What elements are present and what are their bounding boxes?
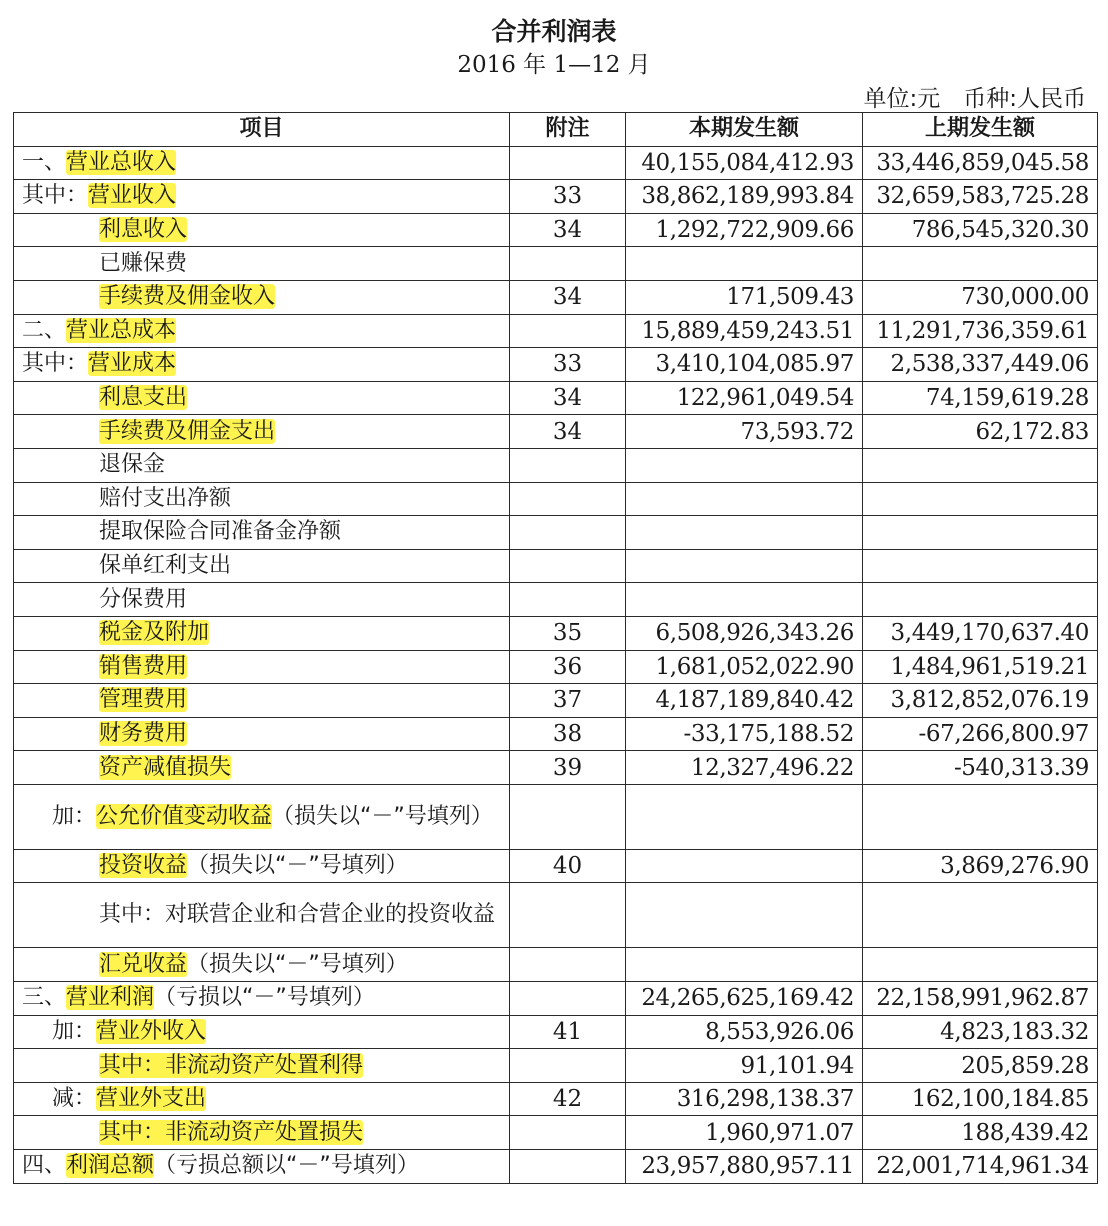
row-current-amount [626, 516, 863, 550]
table-row [14, 482, 1098, 516]
row-current-amount: 23,957,880,957.11 [626, 1150, 863, 1184]
row-note [510, 482, 626, 516]
table-row [14, 314, 1098, 348]
row-note [510, 948, 626, 982]
row-item-label [14, 1015, 510, 1049]
row-item-label [14, 247, 510, 281]
row-current-amount: 171,509.43 [626, 280, 863, 314]
row-highlighted-label: 利息支出 [99, 385, 188, 411]
table-row [14, 1116, 1098, 1150]
row-current-amount: 24,265,625,169.42 [626, 982, 863, 1016]
row-item-label [14, 982, 510, 1016]
row-suffix: 保单红利支出 [99, 553, 232, 579]
table-row [14, 1049, 1098, 1083]
row-prior-amount [863, 883, 1098, 948]
row-highlighted-label: 资产减值损失 [99, 754, 232, 780]
row-item-label [14, 948, 510, 982]
row-prior-amount: 4,823,183.32 [863, 1015, 1098, 1049]
statement-title: 合并利润表 [491, 17, 617, 46]
row-item-label [14, 1082, 510, 1116]
row-prefix: 三、 [22, 985, 67, 1011]
row-note: 40 [510, 849, 626, 883]
table-row [14, 448, 1098, 482]
row-item-label [14, 883, 510, 948]
row-note [510, 1116, 626, 1150]
row-current-amount [626, 784, 863, 849]
column-header-prior: 上期发生额 [863, 113, 1098, 147]
row-prior-amount [863, 482, 1098, 516]
currency-unit: 单位:元 币种:人民币 [863, 86, 1086, 112]
row-current-amount [626, 583, 863, 617]
table-row [14, 213, 1098, 247]
row-prior-amount: 730,000.00 [863, 280, 1098, 314]
row-item-label [14, 180, 510, 214]
table-row [14, 180, 1098, 214]
row-highlighted-label: 投资收益 [99, 853, 188, 879]
row-prior-amount: 3,812,852,076.19 [863, 684, 1098, 718]
row-prior-amount: 162,100,184.85 [863, 1082, 1098, 1116]
row-prefix: 一、 [22, 149, 67, 175]
row-suffix: 已赚保费 [99, 250, 188, 276]
table-row [14, 883, 1098, 948]
row-suffix: （损失以“－”号填列） [272, 803, 493, 829]
table-row [14, 1082, 1098, 1116]
row-prior-amount: 22,158,991,962.87 [863, 982, 1098, 1016]
row-item-label [14, 448, 510, 482]
table-row [14, 516, 1098, 550]
row-note [510, 549, 626, 583]
row-highlighted-label: 公允价值变动收益 [96, 803, 273, 829]
row-note: 34 [510, 415, 626, 449]
row-note [510, 784, 626, 849]
row-prior-amount [863, 247, 1098, 281]
row-prior-amount: 3,449,170,637.40 [863, 616, 1098, 650]
row-current-amount [626, 883, 863, 948]
row-prior-amount: 62,172.83 [863, 415, 1098, 449]
table-row [14, 146, 1098, 180]
row-prior-amount: 32,659,583,725.28 [863, 180, 1098, 214]
table-row [14, 616, 1098, 650]
row-prefix: 减： [52, 1086, 97, 1112]
row-highlighted-label: 手续费及佣金收入 [99, 284, 276, 310]
row-note: 34 [510, 213, 626, 247]
row-highlighted-label: 利息收入 [99, 217, 188, 243]
row-highlighted-label: 管理费用 [99, 687, 188, 713]
row-suffix: 赔付支出净额 [99, 485, 232, 511]
row-highlighted-label: 其中：非流动资产处置损失 [99, 1119, 364, 1145]
row-prior-amount [863, 516, 1098, 550]
row-prior-amount: 33,446,859,045.58 [863, 146, 1098, 180]
row-current-amount [626, 549, 863, 583]
row-highlighted-label: 营业外支出 [96, 1086, 207, 1112]
row-note: 35 [510, 616, 626, 650]
table-row [14, 849, 1098, 883]
row-suffix: 分保费用 [99, 586, 188, 612]
row-item-label [14, 650, 510, 684]
row-note: 34 [510, 280, 626, 314]
row-current-amount: 15,889,459,243.51 [626, 314, 863, 348]
row-highlighted-label: 销售费用 [99, 653, 188, 679]
row-item-label [14, 549, 510, 583]
row-highlighted-label: 财务费用 [99, 720, 188, 746]
table-row [14, 280, 1098, 314]
table-body [14, 146, 1098, 1183]
table-row [14, 247, 1098, 281]
row-highlighted-label: 税金及附加 [99, 620, 210, 646]
row-prior-amount: 1,484,961,519.21 [863, 650, 1098, 684]
row-current-amount [626, 948, 863, 982]
row-note [510, 1049, 626, 1083]
row-current-amount [626, 448, 863, 482]
row-prefix: 其中： [22, 183, 89, 209]
row-item-label [14, 381, 510, 415]
row-current-amount: 91,101.94 [626, 1049, 863, 1083]
row-current-amount: 38,862,189,993.84 [626, 180, 863, 214]
row-highlighted-label: 营业总收入 [66, 149, 177, 175]
row-highlighted-label: 营业成本 [88, 351, 177, 377]
income-statement-table [13, 112, 1098, 1184]
table-row [14, 415, 1098, 449]
table-row [14, 784, 1098, 849]
row-prior-amount [863, 448, 1098, 482]
row-note: 33 [510, 180, 626, 214]
row-note: 39 [510, 751, 626, 785]
row-note: 33 [510, 348, 626, 382]
row-suffix: （亏损总额以“－”号填列） [154, 1153, 419, 1179]
row-note [510, 982, 626, 1016]
row-prior-amount [863, 549, 1098, 583]
row-item-label [14, 348, 510, 382]
row-item-label [14, 784, 510, 849]
table-row [14, 1150, 1098, 1184]
table-row [14, 684, 1098, 718]
row-note: 37 [510, 684, 626, 718]
row-suffix: 提取保险合同准备金净额 [99, 519, 342, 545]
row-current-amount: 6,508,926,343.26 [626, 616, 863, 650]
row-prefix: 四、 [22, 1153, 67, 1179]
row-note: 36 [510, 650, 626, 684]
row-highlighted-label: 营业外收入 [96, 1018, 207, 1044]
row-prior-amount [863, 583, 1098, 617]
row-current-amount [626, 849, 863, 883]
row-current-amount: 122,961,049.54 [626, 381, 863, 415]
row-current-amount: 40,155,084,412.93 [626, 146, 863, 180]
row-item-label [14, 1150, 510, 1184]
row-prior-amount [863, 948, 1098, 982]
table-row [14, 717, 1098, 751]
row-note [510, 247, 626, 281]
row-prior-amount: 188,439.42 [863, 1116, 1098, 1150]
column-header-item: 项目 [14, 113, 510, 147]
row-suffix: （损失以“－”号填列） [187, 853, 408, 879]
row-prior-amount: 74,159,619.28 [863, 381, 1098, 415]
row-current-amount: 1,960,971.07 [626, 1116, 863, 1150]
row-suffix: 退保金 [99, 452, 166, 478]
row-item-label [14, 213, 510, 247]
row-prior-amount: 786,545,320.30 [863, 213, 1098, 247]
row-note [510, 1150, 626, 1184]
row-prior-amount: 22,001,714,961.34 [863, 1150, 1098, 1184]
row-prefix: 二、 [22, 317, 67, 343]
row-note [510, 583, 626, 617]
row-note: 34 [510, 381, 626, 415]
row-current-amount [626, 482, 863, 516]
row-current-amount: 316,298,138.37 [626, 1082, 863, 1116]
row-note: 42 [510, 1082, 626, 1116]
row-note: 38 [510, 717, 626, 751]
row-item-label [14, 583, 510, 617]
row-item-label [14, 849, 510, 883]
column-header-current: 本期发生额 [626, 113, 863, 147]
row-item-label [14, 616, 510, 650]
row-highlighted-label: 汇兑收益 [99, 951, 188, 977]
table-row [14, 982, 1098, 1016]
row-suffix: （亏损以“－”号填列） [154, 985, 375, 1011]
row-current-amount [626, 247, 863, 281]
row-note: 41 [510, 1015, 626, 1049]
row-item-label [14, 1116, 510, 1150]
row-highlighted-label: 其中：非流动资产处置利得 [99, 1052, 364, 1078]
row-item-label [14, 516, 510, 550]
row-item-label [14, 717, 510, 751]
table-row [14, 381, 1098, 415]
row-item-label [14, 751, 510, 785]
row-suffix: （损失以“－”号填列） [187, 951, 408, 977]
table-row [14, 751, 1098, 785]
row-highlighted-label: 营业利润 [66, 985, 155, 1011]
row-note [510, 448, 626, 482]
row-current-amount: 73,593.72 [626, 415, 863, 449]
row-prior-amount: -67,266,800.97 [863, 717, 1098, 751]
row-item-label [14, 314, 510, 348]
row-item-label [14, 146, 510, 180]
row-item-label [14, 1049, 510, 1083]
row-prefix: 加： [52, 803, 97, 829]
row-item-label [14, 415, 510, 449]
row-current-amount: 8,553,926.06 [626, 1015, 863, 1049]
row-current-amount: 4,187,189,840.42 [626, 684, 863, 718]
table-row [14, 549, 1098, 583]
row-note [510, 883, 626, 948]
row-current-amount: 1,681,052,022.90 [626, 650, 863, 684]
row-prior-amount: 2,538,337,449.06 [863, 348, 1098, 382]
statement-period: 2016 年 1—12 月 [457, 52, 651, 78]
row-note [510, 314, 626, 348]
row-suffix: 其中：对联营企业和合营企业的投资收益 [99, 902, 496, 928]
table-row [14, 348, 1098, 382]
row-highlighted-label: 营业总成本 [66, 317, 177, 343]
row-note [510, 516, 626, 550]
row-prior-amount: -540,313.39 [863, 751, 1098, 785]
table-row [14, 1015, 1098, 1049]
table-row [14, 948, 1098, 982]
row-prior-amount: 205,859.28 [863, 1049, 1098, 1083]
row-current-amount: 12,327,496.22 [626, 751, 863, 785]
table-header-row [14, 113, 1098, 147]
column-header-note: 附注 [510, 113, 626, 147]
row-prior-amount: 11,291,736,359.61 [863, 314, 1098, 348]
row-item-label [14, 280, 510, 314]
row-current-amount: -33,175,188.52 [626, 717, 863, 751]
row-current-amount: 3,410,104,085.97 [626, 348, 863, 382]
row-prefix: 其中： [22, 351, 89, 377]
row-prior-amount: 3,869,276.90 [863, 849, 1098, 883]
row-item-label [14, 684, 510, 718]
row-highlighted-label: 手续费及佣金支出 [99, 418, 276, 444]
row-highlighted-label: 营业收入 [88, 183, 177, 209]
row-current-amount: 1,292,722,909.66 [626, 213, 863, 247]
row-prior-amount [863, 784, 1098, 849]
row-item-label [14, 482, 510, 516]
table-row [14, 650, 1098, 684]
row-note [510, 146, 626, 180]
row-prefix: 加： [52, 1018, 97, 1044]
row-highlighted-label: 利润总额 [66, 1153, 155, 1179]
table-row [14, 583, 1098, 617]
